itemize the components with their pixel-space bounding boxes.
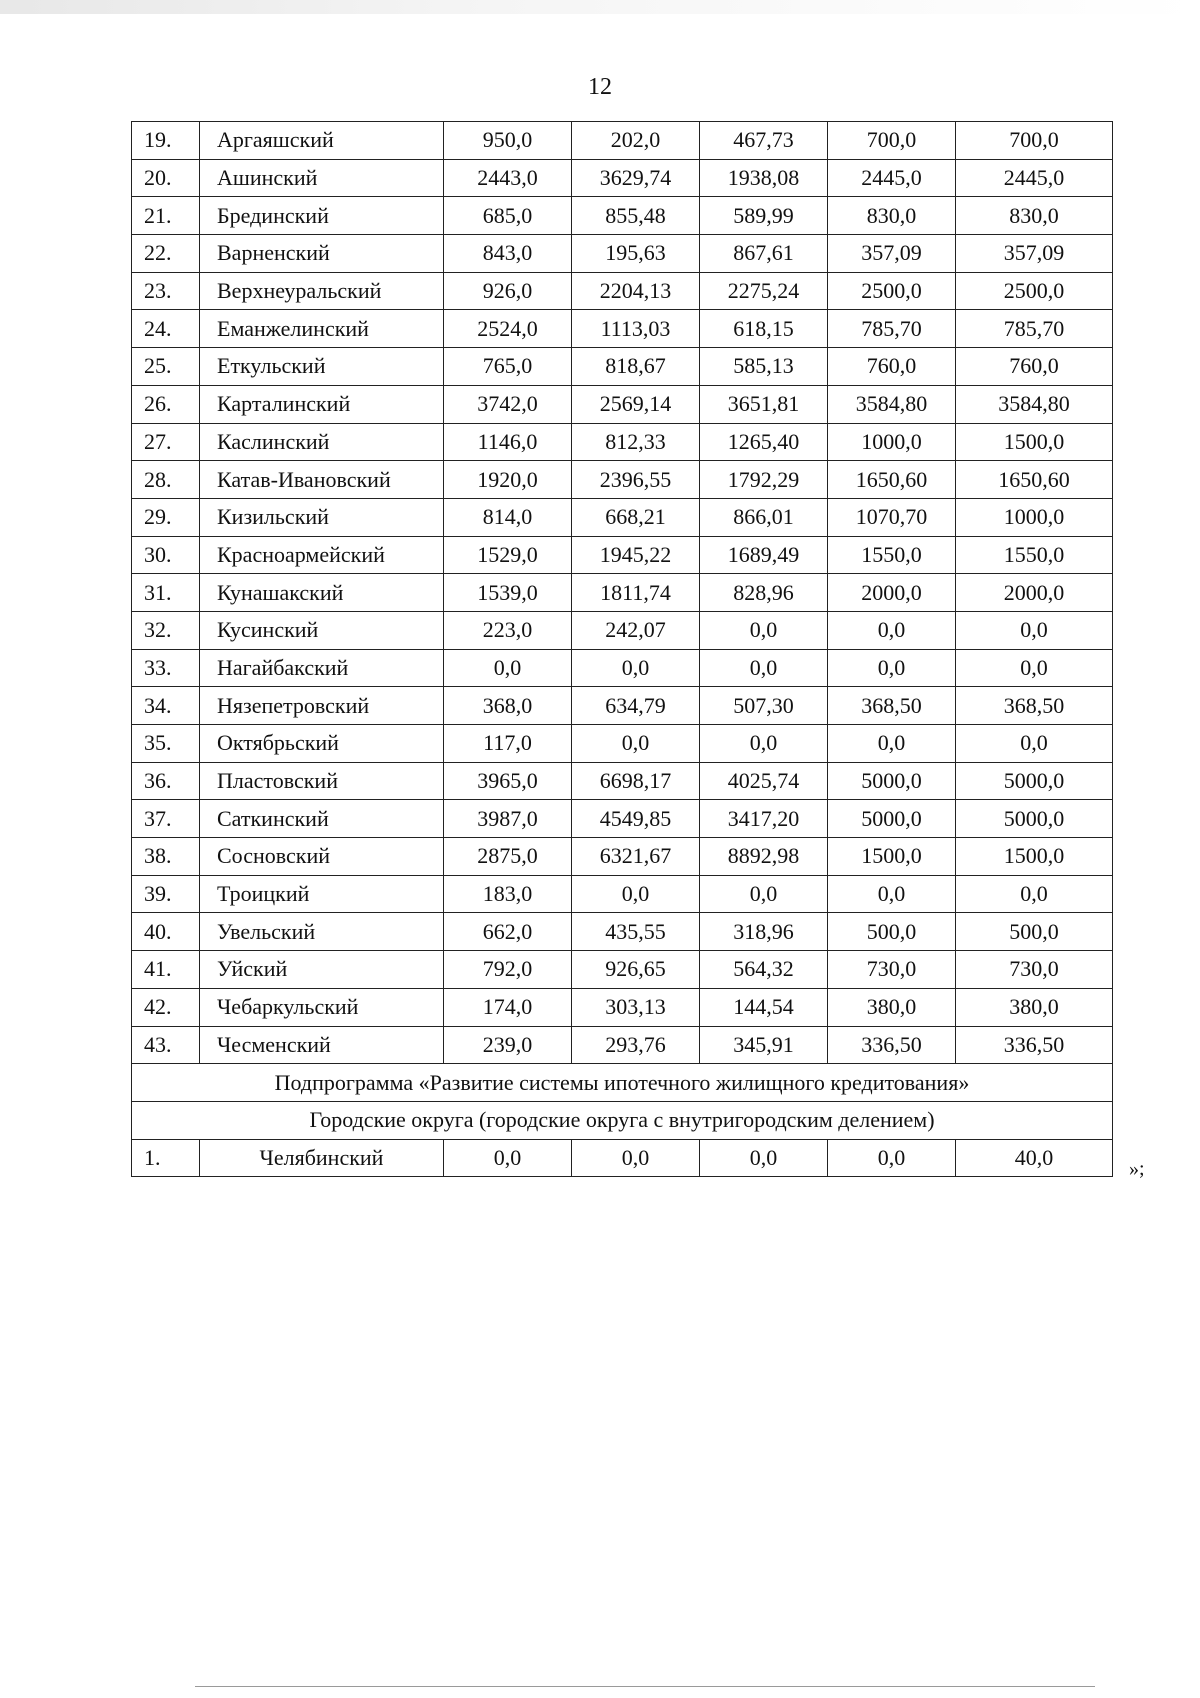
district-name: Брединский <box>200 197 444 235</box>
value-cell-4: 368,50 <box>828 687 956 725</box>
value-cell-5: 1000,0 <box>956 498 1113 536</box>
row-number: 39. <box>132 875 200 913</box>
table-row <box>132 913 1113 951</box>
value-cell-3: 589,99 <box>700 197 828 235</box>
row-number: 23. <box>132 272 200 310</box>
value-cell-1: 1146,0 <box>444 423 572 461</box>
district-name: Пластовский <box>200 762 444 800</box>
value-cell-4: 760,0 <box>828 348 956 386</box>
value-cell-5: 336,50 <box>956 1026 1113 1064</box>
value-cell-3: 3651,81 <box>700 385 828 423</box>
subprogram-heading-row <box>132 1064 1113 1102</box>
table-row <box>132 197 1113 235</box>
value-cell-5: 730,0 <box>956 951 1113 989</box>
value-cell-5: 785,70 <box>956 310 1113 348</box>
table-row <box>132 310 1113 348</box>
value-cell-2: 818,67 <box>572 348 700 386</box>
district-name: Чесменский <box>200 1026 444 1064</box>
value-cell-4: 0,0 <box>828 1139 956 1177</box>
value-cell-4: 0,0 <box>828 725 956 763</box>
district-name: Варненский <box>200 235 444 273</box>
value-cell-3: 828,96 <box>700 574 828 612</box>
table-row <box>132 574 1113 612</box>
scan-edge-shadow <box>0 0 1200 14</box>
row-number: 32. <box>132 611 200 649</box>
row-number: 22. <box>132 235 200 273</box>
district-name: Нагайбакский <box>200 649 444 687</box>
value-cell-2: 812,33 <box>572 423 700 461</box>
value-cell-2: 6321,67 <box>572 838 700 876</box>
value-cell-5: 40,0 <box>956 1139 1113 1177</box>
row-number: 19. <box>132 122 200 160</box>
value-cell-1: 1539,0 <box>444 574 572 612</box>
district-name: Кунашакский <box>200 574 444 612</box>
value-cell-3: 0,0 <box>700 611 828 649</box>
value-cell-1: 2875,0 <box>444 838 572 876</box>
district-name: Красноармейский <box>200 536 444 574</box>
table-row <box>132 988 1113 1026</box>
value-cell-2: 2569,14 <box>572 385 700 423</box>
district-name: Челябинский <box>200 1139 444 1177</box>
value-cell-4: 357,09 <box>828 235 956 273</box>
table-row <box>132 951 1113 989</box>
value-cell-2: 634,79 <box>572 687 700 725</box>
value-cell-5: 500,0 <box>956 913 1113 951</box>
table-row <box>132 649 1113 687</box>
value-cell-1: 950,0 <box>444 122 572 160</box>
value-cell-5: 368,50 <box>956 687 1113 725</box>
table-row <box>132 875 1113 913</box>
value-cell-5: 5000,0 <box>956 762 1113 800</box>
value-cell-4: 0,0 <box>828 611 956 649</box>
value-cell-3: 585,13 <box>700 348 828 386</box>
district-name: Саткинский <box>200 800 444 838</box>
value-cell-1: 662,0 <box>444 913 572 951</box>
row-number: 26. <box>132 385 200 423</box>
value-cell-4: 2000,0 <box>828 574 956 612</box>
district-name: Карталинский <box>200 385 444 423</box>
table-body <box>132 122 1113 1177</box>
value-cell-2: 855,48 <box>572 197 700 235</box>
row-number: 33. <box>132 649 200 687</box>
district-name: Еманжелинский <box>200 310 444 348</box>
value-cell-2: 926,65 <box>572 951 700 989</box>
value-cell-1: 926,0 <box>444 272 572 310</box>
value-cell-1: 3987,0 <box>444 800 572 838</box>
value-cell-3: 8892,98 <box>700 838 828 876</box>
table-row <box>132 385 1113 423</box>
value-cell-3: 1265,40 <box>700 423 828 461</box>
value-cell-2: 2396,55 <box>572 461 700 499</box>
value-cell-4: 5000,0 <box>828 800 956 838</box>
district-name: Увельский <box>200 913 444 951</box>
value-cell-1: 792,0 <box>444 951 572 989</box>
value-cell-3: 1792,29 <box>700 461 828 499</box>
row-number: 38. <box>132 838 200 876</box>
group-heading: Городские округа (городские округа с внутригородским делением) <box>132 1101 1113 1139</box>
value-cell-4: 336,50 <box>828 1026 956 1064</box>
row-number: 1. <box>132 1139 200 1177</box>
value-cell-5: 3584,80 <box>956 385 1113 423</box>
row-number: 30. <box>132 536 200 574</box>
value-cell-1: 1529,0 <box>444 536 572 574</box>
value-cell-2: 0,0 <box>572 875 700 913</box>
value-cell-5: 1500,0 <box>956 423 1113 461</box>
district-name: Ашинский <box>200 159 444 197</box>
district-name: Чебаркульский <box>200 988 444 1026</box>
district-name: Октябрьский <box>200 725 444 763</box>
value-cell-4: 380,0 <box>828 988 956 1026</box>
value-cell-1: 0,0 <box>444 1139 572 1177</box>
value-cell-3: 618,15 <box>700 310 828 348</box>
value-cell-2: 435,55 <box>572 913 700 951</box>
value-cell-4: 730,0 <box>828 951 956 989</box>
district-name: Кизильский <box>200 498 444 536</box>
value-cell-5: 5000,0 <box>956 800 1113 838</box>
value-cell-3: 4025,74 <box>700 762 828 800</box>
value-cell-2: 2204,13 <box>572 272 700 310</box>
value-cell-2: 1113,03 <box>572 310 700 348</box>
value-cell-3: 0,0 <box>700 875 828 913</box>
value-cell-5: 0,0 <box>956 649 1113 687</box>
value-cell-3: 0,0 <box>700 1139 828 1177</box>
value-cell-3: 867,61 <box>700 235 828 273</box>
value-cell-4: 1070,70 <box>828 498 956 536</box>
value-cell-4: 0,0 <box>828 649 956 687</box>
value-cell-3: 467,73 <box>700 122 828 160</box>
value-cell-1: 174,0 <box>444 988 572 1026</box>
value-cell-5: 0,0 <box>956 611 1113 649</box>
value-cell-1: 0,0 <box>444 649 572 687</box>
value-cell-5: 380,0 <box>956 988 1113 1026</box>
value-cell-4: 700,0 <box>828 122 956 160</box>
table-row <box>132 461 1113 499</box>
value-cell-4: 0,0 <box>828 875 956 913</box>
value-cell-3: 507,30 <box>700 687 828 725</box>
value-cell-3: 3417,20 <box>700 800 828 838</box>
value-cell-4: 2500,0 <box>828 272 956 310</box>
value-cell-3: 0,0 <box>700 649 828 687</box>
table-row <box>132 1139 1113 1177</box>
value-cell-2: 668,21 <box>572 498 700 536</box>
value-cell-3: 564,32 <box>700 951 828 989</box>
value-cell-1: 814,0 <box>444 498 572 536</box>
value-cell-2: 0,0 <box>572 649 700 687</box>
value-cell-2: 4549,85 <box>572 800 700 838</box>
table-row <box>132 348 1113 386</box>
value-cell-2: 6698,17 <box>572 762 700 800</box>
value-cell-3: 345,91 <box>700 1026 828 1064</box>
district-name: Аргаяшский <box>200 122 444 160</box>
value-cell-3: 0,0 <box>700 725 828 763</box>
row-number: 21. <box>132 197 200 235</box>
value-cell-3: 144,54 <box>700 988 828 1026</box>
value-cell-2: 1811,74 <box>572 574 700 612</box>
value-cell-4: 1000,0 <box>828 423 956 461</box>
row-number: 40. <box>132 913 200 951</box>
district-name: Сосновский <box>200 838 444 876</box>
subprogram-heading: Подпрограмма «Развитие системы ипотечного жилищного кредитования» <box>132 1064 1113 1102</box>
table-row <box>132 423 1113 461</box>
value-cell-5: 700,0 <box>956 122 1113 160</box>
value-cell-4: 3584,80 <box>828 385 956 423</box>
value-cell-2: 3629,74 <box>572 159 700 197</box>
table-row <box>132 762 1113 800</box>
district-name: Верхнеуральский <box>200 272 444 310</box>
value-cell-1: 1920,0 <box>444 461 572 499</box>
value-cell-2: 303,13 <box>572 988 700 1026</box>
value-cell-3: 1938,08 <box>700 159 828 197</box>
value-cell-2: 1945,22 <box>572 536 700 574</box>
district-name: Катав-Ивановский <box>200 461 444 499</box>
row-number: 28. <box>132 461 200 499</box>
row-number: 41. <box>132 951 200 989</box>
value-cell-1: 117,0 <box>444 725 572 763</box>
row-number: 35. <box>132 725 200 763</box>
value-cell-4: 1550,0 <box>828 536 956 574</box>
district-name: Нязепетровский <box>200 687 444 725</box>
table-row <box>132 536 1113 574</box>
district-name: Каслинский <box>200 423 444 461</box>
value-cell-1: 223,0 <box>444 611 572 649</box>
value-cell-4: 500,0 <box>828 913 956 951</box>
value-cell-4: 5000,0 <box>828 762 956 800</box>
table-row <box>132 611 1113 649</box>
table-row <box>132 272 1113 310</box>
value-cell-4: 1650,60 <box>828 461 956 499</box>
row-number: 24. <box>132 310 200 348</box>
table-row <box>132 122 1113 160</box>
value-cell-1: 685,0 <box>444 197 572 235</box>
value-cell-2: 293,76 <box>572 1026 700 1064</box>
bottom-scan-line <box>195 1686 1095 1687</box>
value-cell-3: 318,96 <box>700 913 828 951</box>
row-number: 31. <box>132 574 200 612</box>
table-row <box>132 159 1113 197</box>
row-number: 42. <box>132 988 200 1026</box>
value-cell-4: 1500,0 <box>828 838 956 876</box>
row-number: 20. <box>132 159 200 197</box>
value-cell-1: 2524,0 <box>444 310 572 348</box>
row-number: 34. <box>132 687 200 725</box>
table-row <box>132 235 1113 273</box>
value-cell-1: 239,0 <box>444 1026 572 1064</box>
row-number: 37. <box>132 800 200 838</box>
row-number: 27. <box>132 423 200 461</box>
value-cell-3: 866,01 <box>700 498 828 536</box>
value-cell-4: 785,70 <box>828 310 956 348</box>
value-cell-2: 195,63 <box>572 235 700 273</box>
closing-quote-mark: »; <box>1129 1158 1145 1180</box>
value-cell-2: 0,0 <box>572 725 700 763</box>
table-row <box>132 800 1113 838</box>
value-cell-1: 765,0 <box>444 348 572 386</box>
table-row <box>132 1026 1113 1064</box>
value-cell-1: 843,0 <box>444 235 572 273</box>
value-cell-5: 1550,0 <box>956 536 1113 574</box>
value-cell-2: 202,0 <box>572 122 700 160</box>
value-cell-5: 1500,0 <box>956 838 1113 876</box>
group-heading-row <box>132 1101 1113 1139</box>
value-cell-5: 357,09 <box>956 235 1113 273</box>
value-cell-4: 2445,0 <box>828 159 956 197</box>
value-cell-1: 183,0 <box>444 875 572 913</box>
table-row <box>132 838 1113 876</box>
value-cell-5: 2000,0 <box>956 574 1113 612</box>
row-number: 29. <box>132 498 200 536</box>
value-cell-4: 830,0 <box>828 197 956 235</box>
row-number: 25. <box>132 348 200 386</box>
district-name: Троицкий <box>200 875 444 913</box>
value-cell-5: 2445,0 <box>956 159 1113 197</box>
value-cell-2: 0,0 <box>572 1139 700 1177</box>
district-name: Уйский <box>200 951 444 989</box>
district-name: Еткульский <box>200 348 444 386</box>
value-cell-5: 0,0 <box>956 875 1113 913</box>
value-cell-1: 368,0 <box>444 687 572 725</box>
budget-allocation-table <box>131 121 1113 1177</box>
value-cell-5: 1650,60 <box>956 461 1113 499</box>
value-cell-3: 2275,24 <box>700 272 828 310</box>
value-cell-5: 760,0 <box>956 348 1113 386</box>
value-cell-1: 3742,0 <box>444 385 572 423</box>
table-row <box>132 725 1113 763</box>
value-cell-5: 2500,0 <box>956 272 1113 310</box>
value-cell-3: 1689,49 <box>700 536 828 574</box>
page-number: 12 <box>588 74 612 100</box>
table-row <box>132 687 1113 725</box>
value-cell-1: 2443,0 <box>444 159 572 197</box>
value-cell-5: 0,0 <box>956 725 1113 763</box>
value-cell-5: 830,0 <box>956 197 1113 235</box>
row-number: 36. <box>132 762 200 800</box>
district-name: Кусинский <box>200 611 444 649</box>
value-cell-1: 3965,0 <box>444 762 572 800</box>
row-number: 43. <box>132 1026 200 1064</box>
table-row <box>132 498 1113 536</box>
value-cell-2: 242,07 <box>572 611 700 649</box>
